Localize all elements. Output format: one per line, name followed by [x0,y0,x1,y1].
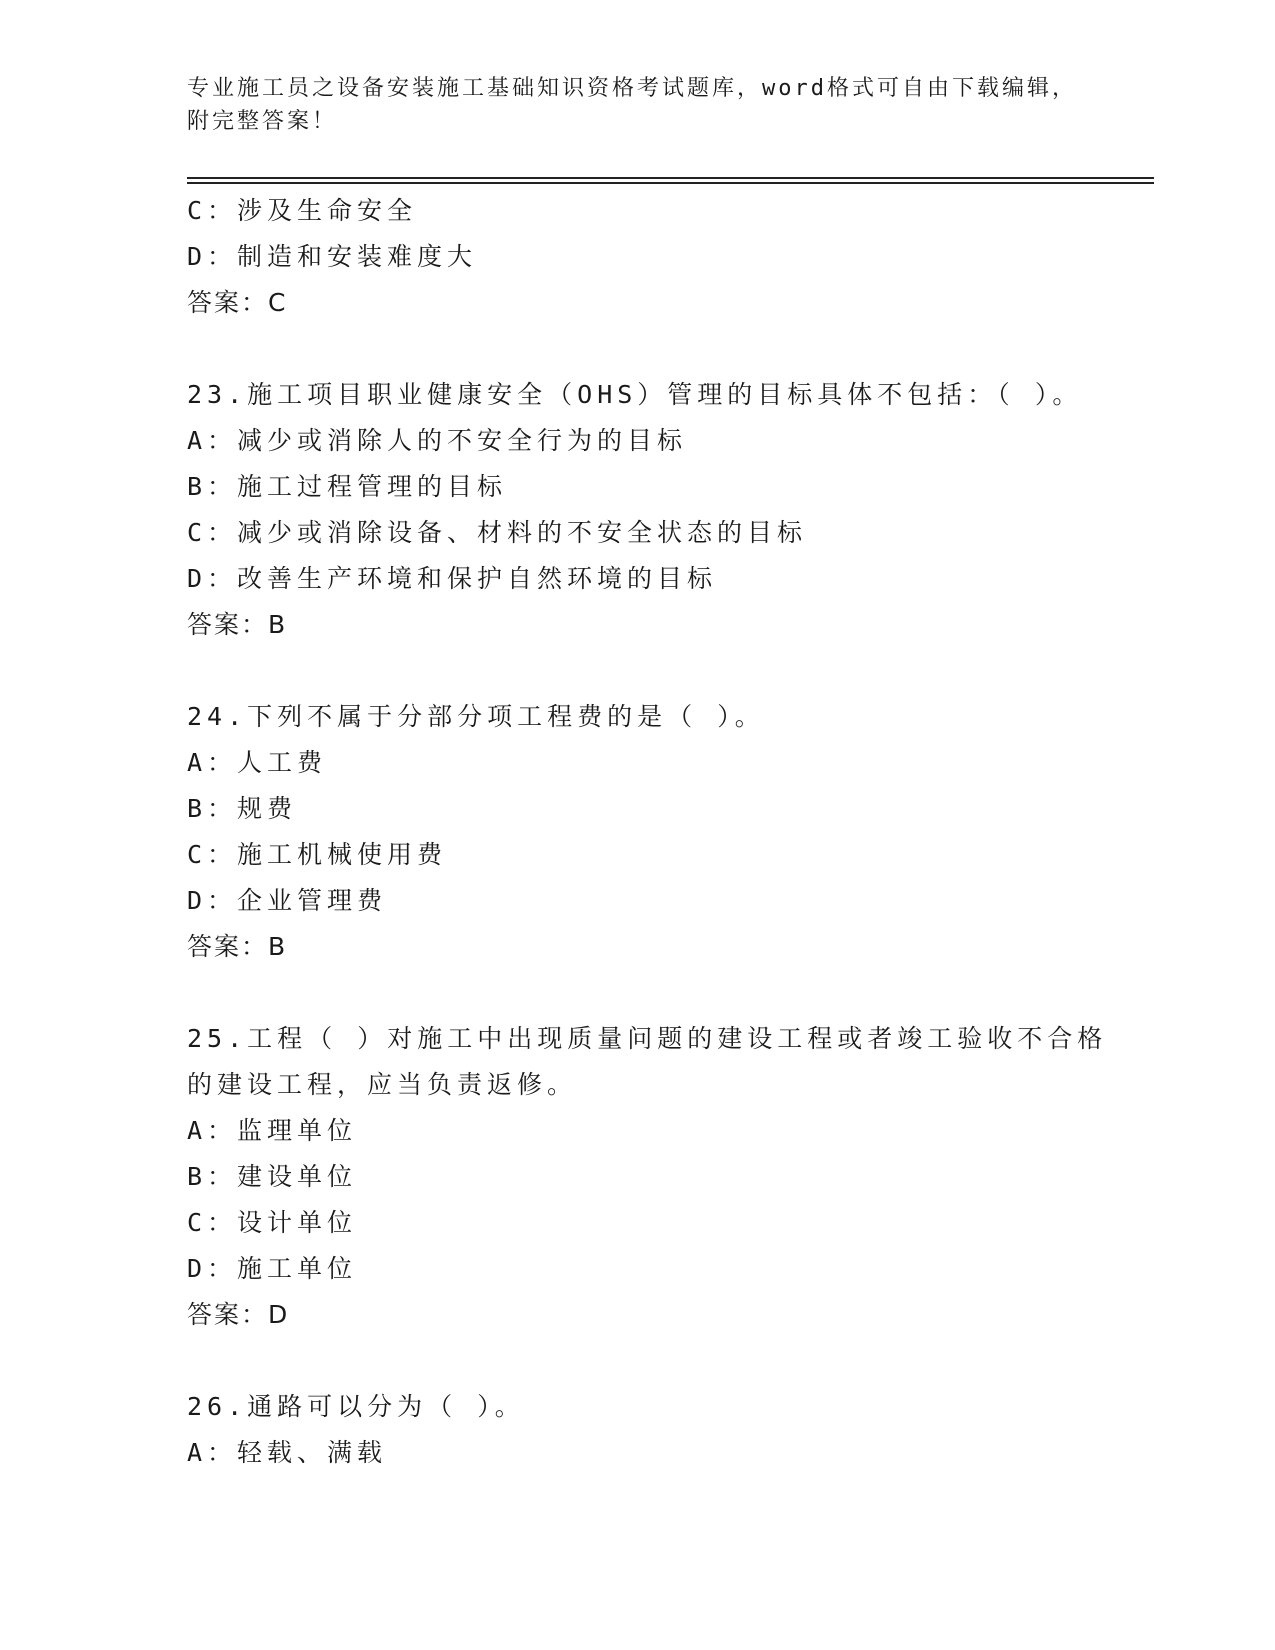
question-title: 23.施工项目职业健康安全（OHS）管理的目标具体不包括：（ ）。 [187,380,1083,409]
header-line-2: 附完整答案！ [187,109,338,134]
question-title-line-2: 的建设工程，应当负责返修。 [187,1070,578,1099]
option-c: C：涉及生命安全 [187,196,418,225]
option-c: C：设计单位 [187,1208,358,1237]
option-a: A：人工费 [187,748,328,777]
answer: 答案：B [187,932,288,961]
answer: 答案：D [187,1300,290,1329]
answer: 答案：B [187,610,288,639]
option-c: C：减少或消除设备、材料的不安全状态的目标 [187,518,808,547]
header-line-1: 专业施工员之设备安装施工基础知识资格考试题库，word格式可自由下载编辑， [187,76,1077,101]
question-26 [187,1384,1087,1476]
header-divider-top [187,177,1154,179]
question-25 [187,1016,1108,1338]
question-24 [187,694,1087,970]
question-title: 24.下列不属于分部分项工程费的是（ ）。 [187,702,765,731]
option-d: D：施工单位 [187,1254,358,1283]
question-title: 26.通路可以分为（ ）。 [187,1392,525,1421]
option-a: A：减少或消除人的不安全行为的目标 [187,426,688,455]
option-c: C：施工机械使用费 [187,840,448,869]
answer: 答案：C [187,288,288,317]
header-divider-bottom [187,182,1154,184]
option-b: B：施工过程管理的目标 [187,472,508,501]
document-header [187,72,1087,138]
option-b: B：建设单位 [187,1162,358,1191]
option-a: A：轻载、满载 [187,1438,388,1467]
question-title-line-1: 25.工程（ ）对施工中出现质量问题的建设工程或者竣工验收不合格 [187,1024,1108,1053]
option-d: D：制造和安装难度大 [187,242,478,271]
option-d: D：改善生产环境和保护自然环境的目标 [187,564,718,593]
question-fragment-22 [187,188,1087,326]
question-list [187,188,1108,1476]
option-a: A：监理单位 [187,1116,358,1145]
option-d: D：企业管理费 [187,886,388,915]
question-23 [187,372,1087,648]
option-b: B：规费 [187,794,298,823]
